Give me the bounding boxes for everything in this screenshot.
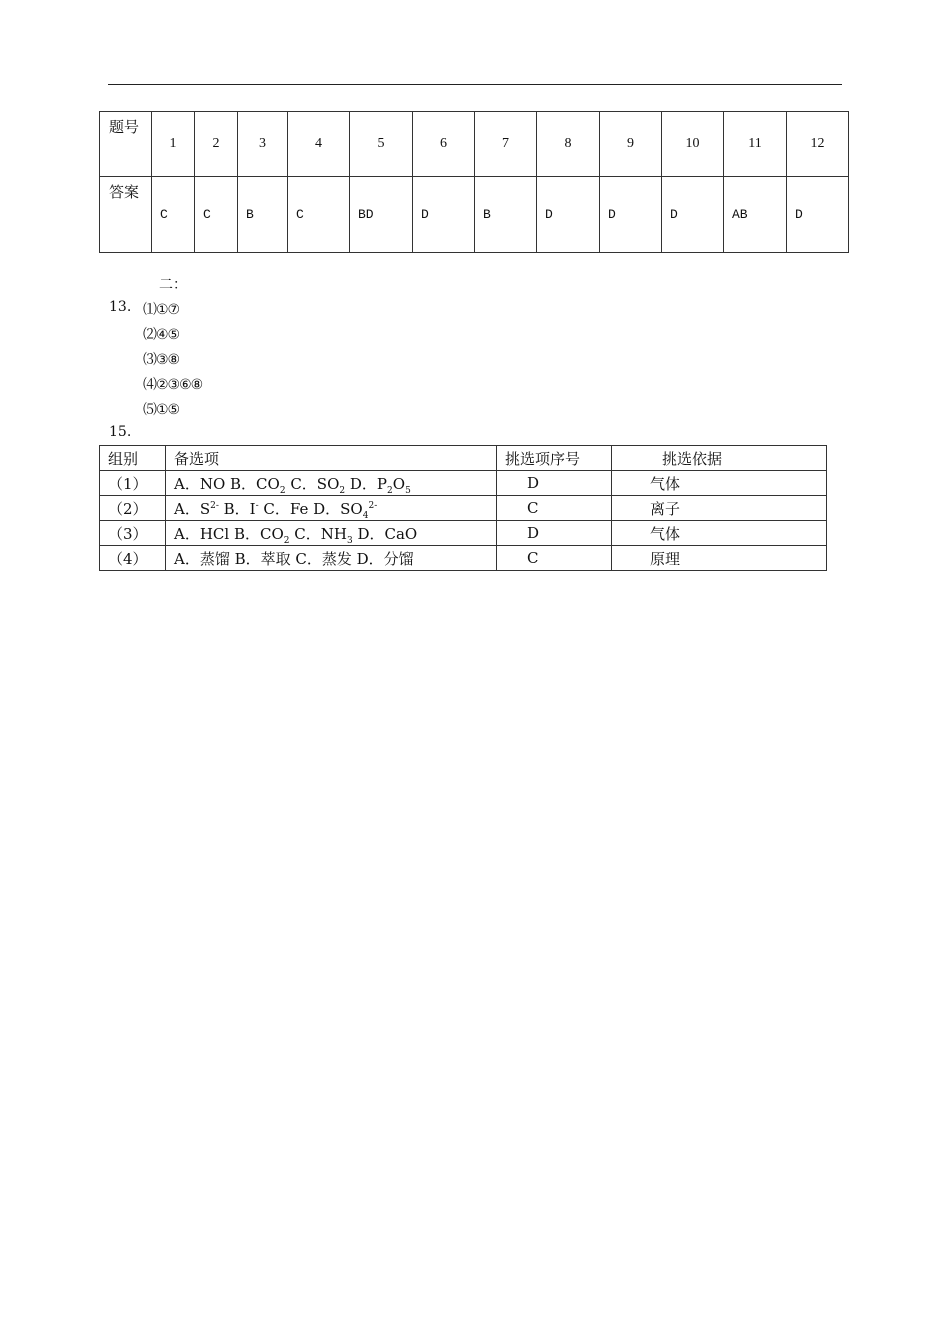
question-number: 12 xyxy=(787,112,849,177)
option-text: B．I xyxy=(218,499,256,518)
options-cell xyxy=(166,521,497,546)
answer-cell: D xyxy=(600,177,662,253)
answer-cell: B xyxy=(238,177,288,253)
question-number: 3 xyxy=(238,112,288,177)
basis-cell: 离子 xyxy=(612,496,827,521)
basis-cell: 气体 xyxy=(612,471,827,496)
q13-item-marks: ②③⑥⑧ xyxy=(156,377,203,393)
answer-row xyxy=(100,177,849,253)
question-number: 11 xyxy=(724,112,787,177)
subscript: 2 xyxy=(387,485,393,496)
options-cell xyxy=(166,496,497,521)
option-text: C．NH xyxy=(289,524,347,543)
q13-item-1 xyxy=(143,299,179,319)
answer-cell: B xyxy=(475,177,537,253)
options-cell: A．蒸馏 B．萃取 C．蒸发 D．分馏 xyxy=(166,546,497,571)
q15-table xyxy=(99,445,827,571)
option-text: O xyxy=(392,474,406,493)
q13-item-label: ⑸ xyxy=(143,402,156,418)
q13-item-5 xyxy=(143,399,179,419)
basis-cell: 气体 xyxy=(612,521,827,546)
q15-number: 15. xyxy=(109,424,132,440)
q13-item-label: ⑴ xyxy=(143,302,156,318)
basis-cell: 原理 xyxy=(612,546,827,571)
group-cell: （1） xyxy=(100,471,166,496)
question-number: 10 xyxy=(662,112,724,177)
q13-item-marks: ①⑦ xyxy=(156,302,180,318)
column-header: 备选项 xyxy=(166,446,497,471)
option-text: C．Fe D．SO xyxy=(258,499,363,518)
subscript: 5 xyxy=(405,485,411,496)
answer-cell: D xyxy=(662,177,724,253)
subscript: 4 xyxy=(362,510,369,521)
question-number: 1 xyxy=(152,112,195,177)
q13-number: 13. xyxy=(109,299,132,315)
answer-cell: C xyxy=(288,177,350,253)
q15-row xyxy=(100,546,827,571)
pick-cell: C xyxy=(497,496,612,521)
group-cell: （4） xyxy=(100,546,166,571)
q13-item-4 xyxy=(143,374,202,394)
subscript: 3 xyxy=(346,535,353,546)
subscript: 2 xyxy=(279,485,286,496)
pick-cell: C xyxy=(497,546,612,571)
answer-cell: C xyxy=(152,177,195,253)
q13-item-label: ⑷ xyxy=(143,377,156,393)
q15-row xyxy=(100,521,827,546)
column-header: 挑选项序号 xyxy=(497,446,612,471)
section-heading: 二： xyxy=(159,277,187,293)
option-text: A．HCl B．CO xyxy=(174,524,284,543)
option-text: D．P xyxy=(345,474,388,493)
option-text: A．NO B．CO xyxy=(174,474,280,493)
superscript: - xyxy=(255,500,259,511)
question-number: 4 xyxy=(288,112,350,177)
q13-item-2 xyxy=(143,324,179,344)
column-header: 组别 xyxy=(100,446,166,471)
option-text: D．CaO xyxy=(352,524,418,543)
q13-item-marks: ④⑤ xyxy=(156,327,180,343)
q13-item-label: ⑶ xyxy=(143,352,156,368)
q13-item-marks: ③⑧ xyxy=(156,352,180,368)
subscript: 2 xyxy=(283,535,290,546)
question-number: 9 xyxy=(600,112,662,177)
question-number: 8 xyxy=(537,112,600,177)
pick-cell: D xyxy=(497,471,612,496)
column-header: 挑选依据 xyxy=(612,446,827,471)
question-number: 2 xyxy=(195,112,238,177)
answer-cell: D xyxy=(537,177,600,253)
question-number-row xyxy=(100,112,849,177)
answer-cell: D xyxy=(413,177,475,253)
q13-item-label: ⑵ xyxy=(143,327,156,343)
group-cell: （3） xyxy=(100,521,166,546)
answer-cell: BD xyxy=(350,177,413,253)
q13-item-3 xyxy=(143,349,179,369)
group-cell: （2） xyxy=(100,496,166,521)
answer-label: 答案 xyxy=(100,177,152,253)
superscript: 2- xyxy=(210,500,219,511)
pick-cell: D xyxy=(497,521,612,546)
question-number: 7 xyxy=(475,112,537,177)
question-number: 5 xyxy=(350,112,413,177)
subscript: 2 xyxy=(339,485,346,496)
options-cell xyxy=(166,471,497,496)
question-number: 6 xyxy=(413,112,475,177)
header-rule xyxy=(108,84,842,85)
answer-table xyxy=(99,111,849,253)
option-text: A．S xyxy=(174,499,211,518)
header-label: 题号 xyxy=(100,112,152,177)
q15-row xyxy=(100,496,827,521)
q15-row xyxy=(100,471,827,496)
answer-cell: AB xyxy=(724,177,787,253)
superscript: 2- xyxy=(368,500,378,511)
q13-item-marks: ①⑤ xyxy=(156,402,180,418)
option-text: C．SO xyxy=(285,474,340,493)
q15-header-row xyxy=(100,446,827,471)
answer-cell: C xyxy=(195,177,238,253)
answer-cell: D xyxy=(787,177,849,253)
